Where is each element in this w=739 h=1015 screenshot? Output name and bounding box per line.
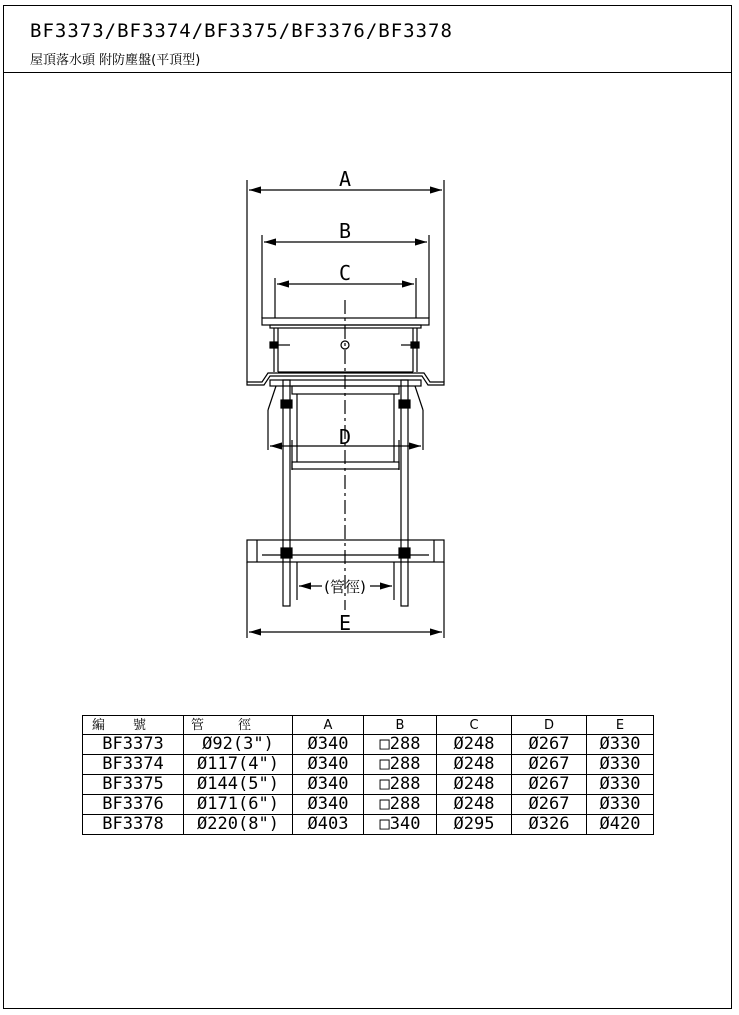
cell-code: BF3375 [83, 775, 184, 795]
header-d: D [512, 716, 587, 735]
cell-e: Ø330 [587, 775, 654, 795]
cell-e: Ø420 [587, 815, 654, 835]
cell-a: Ø340 [293, 755, 364, 775]
cell-a: Ø340 [293, 735, 364, 755]
cell-e: Ø330 [587, 795, 654, 815]
cell-code: BF3374 [83, 755, 184, 775]
cell-b: □340 [364, 815, 437, 835]
header-a: A [293, 716, 364, 735]
table-row [83, 755, 654, 775]
label-e: E [338, 611, 352, 635]
cell-code: BF3378 [83, 815, 184, 835]
header-pipe: 管徑 [184, 716, 293, 735]
cell-b: □288 [364, 755, 437, 775]
cell-pipe: Ø220(8") [184, 815, 293, 835]
cell-c: Ø248 [437, 795, 512, 815]
cell-b: □288 [364, 735, 437, 755]
cell-a: Ø403 [293, 815, 364, 835]
cell-d: Ø326 [512, 815, 587, 835]
cell-b: □288 [364, 795, 437, 815]
cell-code: BF3373 [83, 735, 184, 755]
cell-c: Ø295 [437, 815, 512, 835]
cell-a: Ø340 [293, 795, 364, 815]
label-b: B [338, 219, 352, 243]
cell-d: Ø267 [512, 755, 587, 775]
label-d: D [338, 425, 352, 449]
cell-c: Ø248 [437, 755, 512, 775]
table-row [83, 815, 654, 835]
table-row [83, 735, 654, 755]
cell-code: BF3376 [83, 795, 184, 815]
cell-b: □288 [364, 775, 437, 795]
header-b: B [364, 716, 437, 735]
label-a: A [338, 167, 352, 191]
spec-table [82, 715, 654, 835]
header-e: E [587, 716, 654, 735]
header-code: 編號 [83, 716, 184, 735]
page-subtitle: 屋頂落水頭 附防塵盤(平頂型) [30, 53, 201, 68]
cell-d: Ø267 [512, 795, 587, 815]
page-title: BF3373/BF3374/BF3375/BF3376/BF3378 [30, 20, 453, 42]
cell-e: Ø330 [587, 735, 654, 755]
cell-c: Ø248 [437, 735, 512, 755]
cell-pipe: Ø171(6") [184, 795, 293, 815]
table-row [83, 795, 654, 815]
cell-d: Ø267 [512, 775, 587, 795]
table-header-row [83, 716, 654, 735]
cell-d: Ø267 [512, 735, 587, 755]
cell-a: Ø340 [293, 775, 364, 795]
label-c: C [338, 261, 352, 285]
cell-c: Ø248 [437, 775, 512, 795]
cell-pipe: Ø144(5") [184, 775, 293, 795]
header-c: C [437, 716, 512, 735]
cell-e: Ø330 [587, 755, 654, 775]
cell-pipe: Ø117(4") [184, 755, 293, 775]
label-pipe: (管徑) [324, 578, 366, 596]
cell-pipe: Ø92(3") [184, 735, 293, 755]
table-row [83, 775, 654, 795]
